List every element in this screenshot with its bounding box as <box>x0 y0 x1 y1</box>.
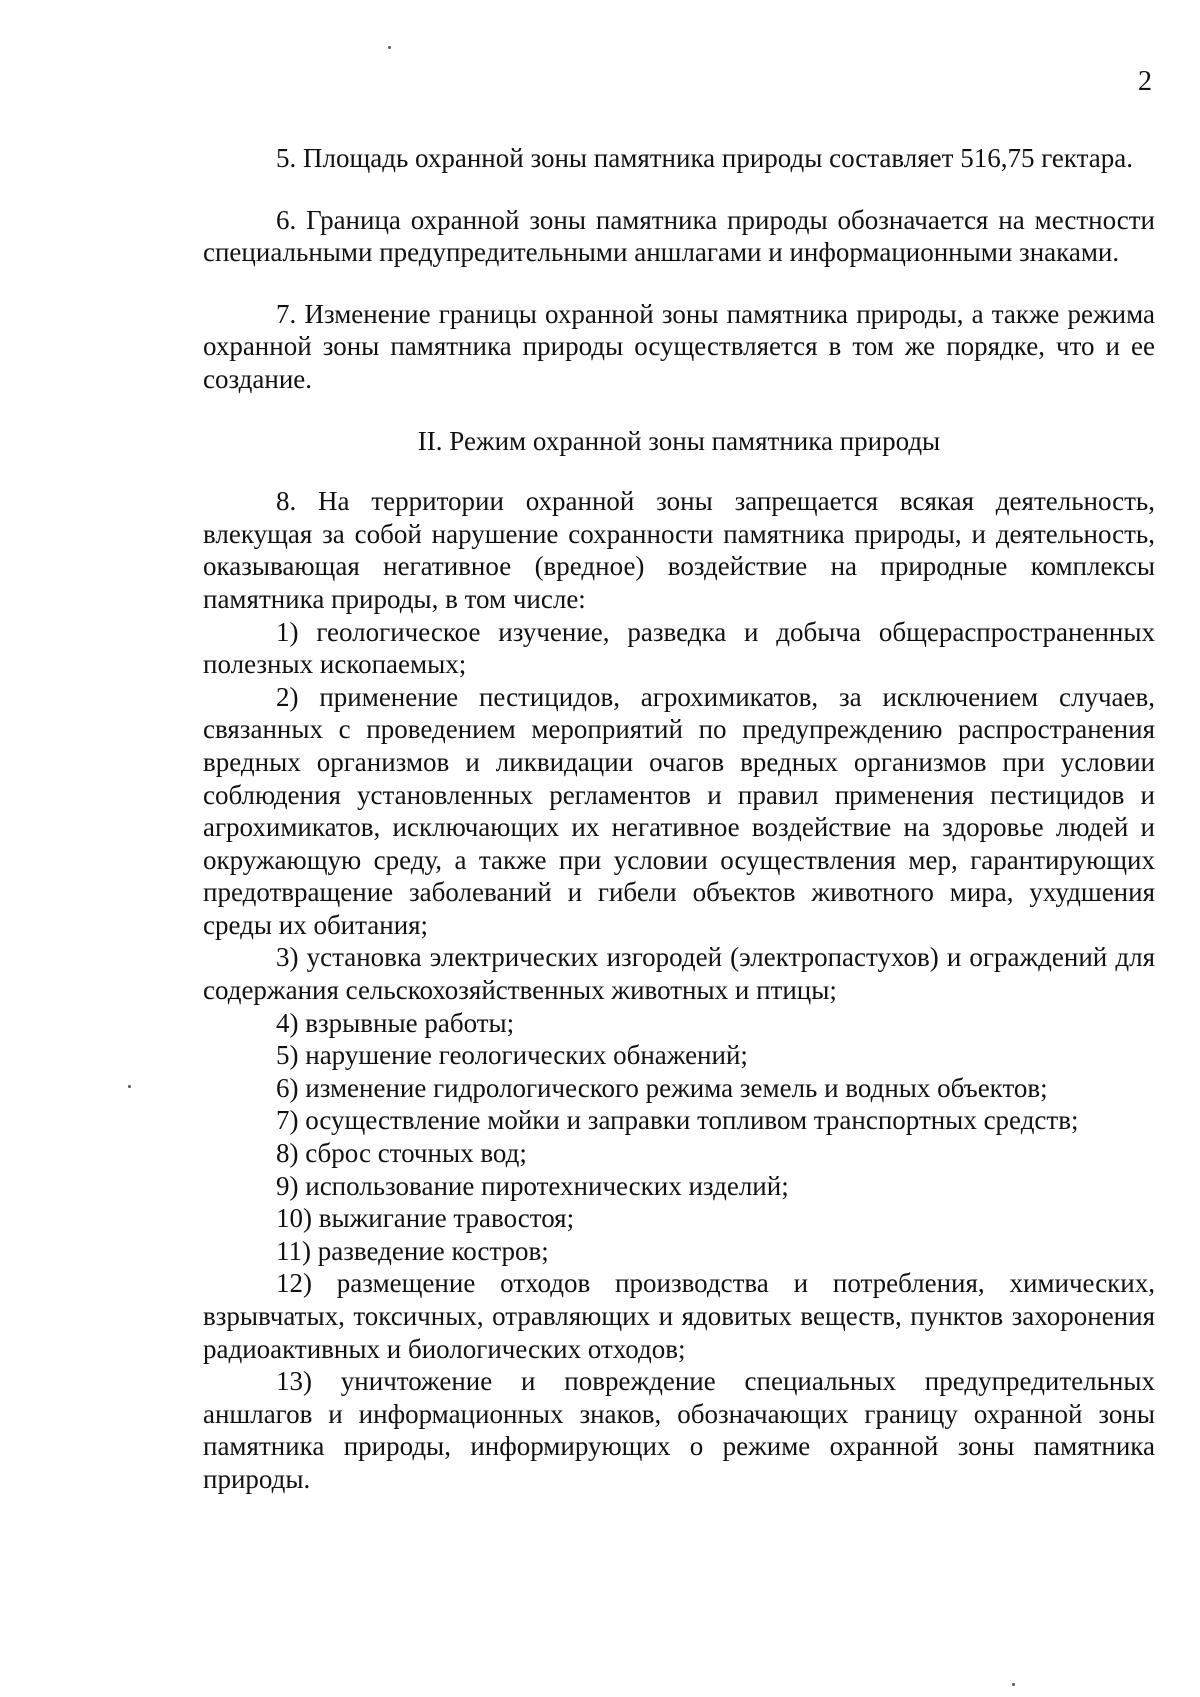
list-item: 7) осуществление мойки и заправки топливом транспортных средств; <box>276 1105 1079 1136</box>
paragraph-5: 5. Площадь охранной зоны памятника природы составляет 516,75 гектара. <box>276 143 1134 173</box>
scan-speck <box>388 46 391 49</box>
list-item: 5) нарушение геологических обнажений; <box>276 1040 748 1071</box>
scan-speck <box>1012 1683 1015 1686</box>
list-item: 1) геологическое изучение, разведка и добыча общераспространенных полезных ископаемых; <box>203 616 1155 680</box>
section-heading: II. Режим охранной зоны памятника природы <box>417 425 941 456</box>
list-item: 11) разведение костров; <box>276 1235 549 1266</box>
paragraph-8-intro: 8. На территории охранной зоны запрещается всякая деятельность, влекущая за собой нарушение сохранности памятника природы, и деятельность, оказывающая негативное (вредное) воздействие на природные комплексы памятника природы, в том числе: <box>203 486 1155 614</box>
page-number: 2 <box>1138 66 1152 97</box>
list-item: 6) изменение гидрологического режима земель и водных объектов; <box>276 1072 1048 1103</box>
list-item: 3) установка электрических изгородей (электропастухов) и ограждений для содержания сельскохозяйственных животных и птицы; <box>203 942 1155 1006</box>
list-item: 9) использование пиротехнических изделий; <box>276 1170 789 1201</box>
list-item: 12) размещение отходов производства и потребления, химических, взрывчатых, токсичных, отравляющих и ядовитых веществ, пунктов захоронения радиоактивных и биологических отходов; <box>203 1268 1155 1364</box>
list-item: 13) уничтожение и повреждение специальных предупредительных аншлагов и информационных знаков, обозначающих границу охранной зоны памятника природы, информирующих о режиме охранной зоны памятника природы. <box>203 1366 1155 1494</box>
list-item: 2) применение пестицидов, агрохимикатов, за исключением случаев, связанных с проведением мероприятий по предупреждению распространения вредных организмов и ликвидации очагов вредных организмов при условии соблюдения установленных регламентов и правил применения пестицидов и агрохимикатов, исключающих их негативное воздействие на здоровье людей и окружающую среду, а также при условии осуществления мер, гарантирующих предотвращение заболеваний и гибели объектов животного мира, ухудшения среды их обитания; <box>203 681 1155 940</box>
paragraph-6: 6. Граница охранной зоны памятника природы обозначается на местности специальными предупредительными аншлагами и информационными знаками. <box>203 204 1155 268</box>
prohibited-activities-list <box>203 616 1155 1496</box>
list-item: 4) взрывные работы; <box>276 1007 515 1038</box>
paragraph-7: 7. Изменение границы охранной зоны памятника природы, а также режима охранной зоны памятника природы осуществляется в том же порядке, что и ее создание. <box>203 298 1155 394</box>
list-item: 8) сброс сточных вод; <box>276 1138 527 1169</box>
list-item: 10) выжигание травостоя; <box>276 1203 575 1234</box>
scan-speck <box>128 1085 131 1088</box>
document-body <box>203 142 1155 1496</box>
